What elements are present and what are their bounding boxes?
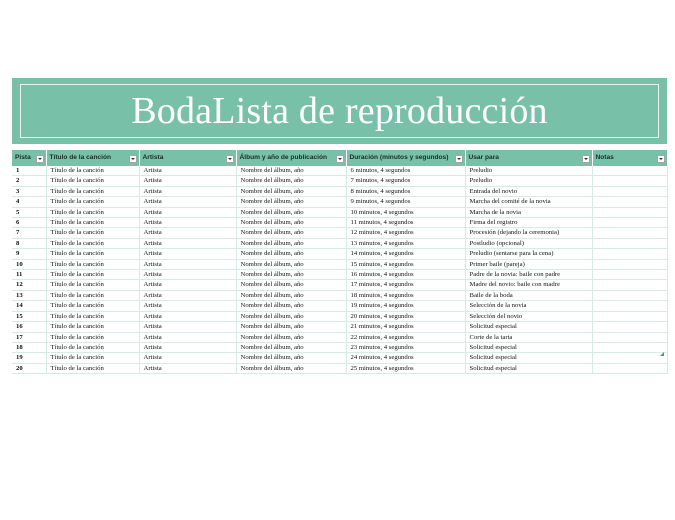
duration-cell[interactable]: 23 minutos, 4 segundos xyxy=(346,342,465,352)
table-row xyxy=(12,249,667,259)
duration-cell[interactable]: 21 minutos, 4 segundos xyxy=(346,322,465,332)
artist-cell[interactable]: Artista xyxy=(139,228,236,238)
track-cell[interactable]: 11 xyxy=(12,270,46,280)
duration-cell[interactable]: 22 minutos, 4 segundos xyxy=(346,332,465,342)
use-for-cell[interactable]: Corte de la tarta xyxy=(465,332,592,342)
artist-cell[interactable]: Artista xyxy=(139,290,236,300)
use-for-cell[interactable]: Solicitud especial xyxy=(465,363,592,373)
duration-cell[interactable]: 12 minutos, 4 segundos xyxy=(346,228,465,238)
notes-cell[interactable] xyxy=(592,259,667,269)
header-row xyxy=(12,150,667,166)
duration-cell[interactable]: 8 minutos, 4 segundos xyxy=(346,186,465,196)
table-row xyxy=(12,322,667,332)
song-title-cell[interactable]: Título de la canción xyxy=(46,238,139,248)
notes-cell[interactable] xyxy=(592,249,667,259)
song-title-cell[interactable]: Título de la canción xyxy=(46,249,139,259)
album-cell[interactable]: Nombre del álbum, año xyxy=(236,311,346,321)
song-title-cell[interactable]: Título de la canción xyxy=(46,270,139,280)
album-cell[interactable]: Nombre del álbum, año xyxy=(236,176,346,186)
duration-cell[interactable]: 24 minutos, 4 segundos xyxy=(346,353,465,363)
song-title-cell[interactable]: Título de la canción xyxy=(46,322,139,332)
album-cell[interactable]: Nombre del álbum, año xyxy=(236,166,346,176)
notes-cell[interactable] xyxy=(592,228,667,238)
notes-cell[interactable] xyxy=(592,363,667,373)
title-banner xyxy=(12,78,667,144)
track-cell[interactable]: 7 xyxy=(12,228,46,238)
duration-cell[interactable]: 17 minutos, 4 segundos xyxy=(346,280,465,290)
track-cell[interactable]: 4 xyxy=(12,197,46,207)
song-title-cell[interactable]: Título de la canción xyxy=(46,218,139,228)
album-cell[interactable]: Nombre del álbum, año xyxy=(236,342,346,352)
table-row xyxy=(12,186,667,196)
album-cell[interactable]: Nombre del álbum, año xyxy=(236,249,346,259)
title-frame xyxy=(20,84,659,138)
album-cell[interactable]: Nombre del álbum, año xyxy=(236,280,346,290)
page-title: BodaLista de reproducción xyxy=(131,90,548,132)
notes-cell[interactable] xyxy=(592,186,667,196)
use-for-cell[interactable]: Preludio xyxy=(465,166,592,176)
table-row xyxy=(12,290,667,300)
album-cell[interactable]: Nombre del álbum, año xyxy=(236,238,346,248)
filter-dropdown-icon[interactable] xyxy=(129,155,137,163)
artist-cell[interactable]: Artista xyxy=(139,259,236,269)
artist-cell[interactable]: Artista xyxy=(139,186,236,196)
song-title-cell[interactable]: Título de la canción xyxy=(46,363,139,373)
use-for-cell[interactable]: Padre de la novia: baile con padre xyxy=(465,270,592,280)
table-resize-handle[interactable] xyxy=(660,352,664,356)
use-for-cell[interactable]: Marcha del comité de la novia xyxy=(465,197,592,207)
artist-cell[interactable]: Artista xyxy=(139,342,236,352)
column-header-label: Usar para xyxy=(468,154,499,161)
notes-cell[interactable] xyxy=(592,311,667,321)
column-header-notes xyxy=(592,150,667,166)
artist-cell[interactable]: Artista xyxy=(139,311,236,321)
column-header-duration xyxy=(346,150,465,166)
album-cell[interactable]: Nombre del álbum, año xyxy=(236,207,346,217)
artist-cell[interactable]: Artista xyxy=(139,270,236,280)
album-cell[interactable]: Nombre del álbum, año xyxy=(236,290,346,300)
column-header-label: Artista xyxy=(142,154,164,161)
song-title-cell[interactable]: Título de la canción xyxy=(46,166,139,176)
table-row xyxy=(12,166,667,176)
column-header-artist xyxy=(139,150,236,166)
column-header-label: Duración (minutos y segundos) xyxy=(349,154,449,161)
use-for-cell[interactable]: Marcha de la novia xyxy=(465,207,592,217)
duration-cell[interactable]: 18 minutos, 4 segundos xyxy=(346,290,465,300)
artist-cell[interactable]: Artista xyxy=(139,249,236,259)
notes-cell[interactable] xyxy=(592,270,667,280)
filter-dropdown-icon[interactable] xyxy=(226,155,234,163)
table-row xyxy=(12,197,667,207)
filter-dropdown-icon[interactable] xyxy=(336,155,344,163)
column-header-song xyxy=(46,150,139,166)
filter-dropdown-icon[interactable] xyxy=(657,155,665,163)
song-title-cell[interactable]: Título de la canción xyxy=(46,259,139,269)
table-row xyxy=(12,259,667,269)
notes-cell[interactable] xyxy=(592,166,667,176)
notes-cell[interactable] xyxy=(592,207,667,217)
notes-cell[interactable] xyxy=(592,218,667,228)
song-title-cell[interactable]: Título de la canción xyxy=(46,342,139,352)
notes-cell[interactable] xyxy=(592,238,667,248)
album-cell[interactable]: Nombre del álbum, año xyxy=(236,301,346,311)
artist-cell[interactable]: Artista xyxy=(139,322,236,332)
track-cell[interactable]: 18 xyxy=(12,342,46,352)
table-row xyxy=(12,270,667,280)
table-row xyxy=(12,311,667,321)
table-row xyxy=(12,353,667,363)
duration-cell[interactable]: 7 minutos, 4 segundos xyxy=(346,176,465,186)
use-for-cell[interactable]: Selección de la novia xyxy=(465,301,592,311)
duration-cell[interactable]: 15 minutos, 4 segundos xyxy=(346,259,465,269)
album-cell[interactable]: Nombre del álbum, año xyxy=(236,186,346,196)
song-title-cell[interactable]: Título de la canción xyxy=(46,353,139,363)
use-for-cell[interactable]: Primer baile (pareja) xyxy=(465,259,592,269)
track-cell[interactable]: 17 xyxy=(12,332,46,342)
track-cell[interactable]: 19 xyxy=(12,353,46,363)
track-cell[interactable]: 16 xyxy=(12,322,46,332)
album-cell[interactable]: Nombre del álbum, año xyxy=(236,332,346,342)
track-cell[interactable]: 2 xyxy=(12,176,46,186)
table-row xyxy=(12,207,667,217)
artist-cell[interactable]: Artista xyxy=(139,353,236,363)
track-cell[interactable]: 5 xyxy=(12,207,46,217)
notes-cell[interactable] xyxy=(592,332,667,342)
album-cell[interactable]: Nombre del álbum, año xyxy=(236,270,346,280)
artist-cell[interactable]: Artista xyxy=(139,238,236,248)
artist-cell[interactable]: Artista xyxy=(139,176,236,186)
table-row xyxy=(12,301,667,311)
song-title-cell[interactable]: Título de la canción xyxy=(46,207,139,217)
song-title-cell[interactable]: Título de la canción xyxy=(46,176,139,186)
duration-cell[interactable]: 25 minutos, 4 segundos xyxy=(346,363,465,373)
duration-cell[interactable]: 13 minutos, 4 segundos xyxy=(346,238,465,248)
notes-cell[interactable] xyxy=(592,290,667,300)
track-cell[interactable]: 8 xyxy=(12,238,46,248)
playlist-table xyxy=(12,150,668,374)
use-for-cell[interactable]: Postludio (opcional) xyxy=(465,238,592,248)
artist-cell[interactable]: Artista xyxy=(139,166,236,176)
duration-cell[interactable]: 16 minutos, 4 segundos xyxy=(346,270,465,280)
artist-cell[interactable]: Artista xyxy=(139,207,236,217)
notes-cell[interactable] xyxy=(592,176,667,186)
use-for-cell[interactable]: Procesión (dejando la ceremonia) xyxy=(465,228,592,238)
table-row xyxy=(12,228,667,238)
album-cell[interactable]: Nombre del álbum, año xyxy=(236,228,346,238)
table-row xyxy=(12,332,667,342)
track-cell[interactable]: 1 xyxy=(12,166,46,176)
use-for-cell[interactable]: Baile de la boda xyxy=(465,290,592,300)
artist-cell[interactable]: Artista xyxy=(139,301,236,311)
album-cell[interactable]: Nombre del álbum, año xyxy=(236,353,346,363)
song-title-cell[interactable]: Título de la canción xyxy=(46,186,139,196)
duration-cell[interactable]: 20 minutos, 4 segundos xyxy=(346,311,465,321)
duration-cell[interactable]: 14 minutos, 4 segundos xyxy=(346,249,465,259)
notes-cell[interactable] xyxy=(592,197,667,207)
column-header-track xyxy=(12,150,46,166)
artist-cell[interactable]: Artista xyxy=(139,218,236,228)
duration-cell[interactable]: 10 minutos, 4 segundos xyxy=(346,207,465,217)
song-title-cell[interactable]: Título de la canción xyxy=(46,197,139,207)
track-cell[interactable]: 14 xyxy=(12,301,46,311)
artist-cell[interactable]: Artista xyxy=(139,363,236,373)
album-cell[interactable]: Nombre del álbum, año xyxy=(236,218,346,228)
column-header-use xyxy=(465,150,592,166)
column-header-label: Notas xyxy=(595,154,614,161)
song-title-cell[interactable]: Título de la canción xyxy=(46,280,139,290)
use-for-cell[interactable]: Entrada del novio xyxy=(465,186,592,196)
column-header-label: Pista xyxy=(15,154,31,161)
use-for-cell[interactable]: Preludio (sentarse para la cena) xyxy=(465,249,592,259)
artist-cell[interactable]: Artista xyxy=(139,332,236,342)
artist-cell[interactable]: Artista xyxy=(139,197,236,207)
song-title-cell[interactable]: Título de la canción xyxy=(46,228,139,238)
song-title-cell[interactable]: Título de la canción xyxy=(46,290,139,300)
table-row xyxy=(12,176,667,186)
column-header-label: Título de la canción xyxy=(49,154,112,161)
track-cell[interactable]: 20 xyxy=(12,363,46,373)
song-title-cell[interactable]: Título de la canción xyxy=(46,301,139,311)
duration-cell[interactable]: 9 minutos, 4 segundos xyxy=(346,197,465,207)
duration-cell[interactable]: 11 minutos, 4 segundos xyxy=(346,218,465,228)
column-header-album xyxy=(236,150,346,166)
use-for-cell[interactable]: Solicitud especial xyxy=(465,342,592,352)
track-cell[interactable]: 15 xyxy=(12,311,46,321)
table-row xyxy=(12,342,667,352)
use-for-cell[interactable]: Selección del novio xyxy=(465,311,592,321)
album-cell[interactable]: Nombre del álbum, año xyxy=(236,363,346,373)
track-cell[interactable]: 12 xyxy=(12,280,46,290)
track-cell[interactable]: 9 xyxy=(12,249,46,259)
notes-cell[interactable] xyxy=(592,342,667,352)
album-cell[interactable]: Nombre del álbum, año xyxy=(236,259,346,269)
notes-cell[interactable] xyxy=(592,322,667,332)
track-cell[interactable]: 3 xyxy=(12,186,46,196)
filter-dropdown-icon[interactable] xyxy=(36,155,44,163)
filter-dropdown-icon[interactable] xyxy=(455,155,463,163)
use-for-cell[interactable]: Madre del novio: baile con madre xyxy=(465,280,592,290)
duration-cell[interactable]: 19 minutos, 4 segundos xyxy=(346,301,465,311)
table-row xyxy=(12,218,667,228)
use-for-cell[interactable]: Firma del registro xyxy=(465,218,592,228)
track-cell[interactable]: 10 xyxy=(12,259,46,269)
column-header-label: Álbum y año de publicación xyxy=(239,154,328,161)
album-cell[interactable]: Nombre del álbum, año xyxy=(236,197,346,207)
track-cell[interactable]: 6 xyxy=(12,218,46,228)
album-cell[interactable]: Nombre del álbum, año xyxy=(236,322,346,332)
filter-dropdown-icon[interactable] xyxy=(582,155,590,163)
song-title-cell[interactable]: Título de la canción xyxy=(46,332,139,342)
duration-cell[interactable]: 6 minutos, 4 segundos xyxy=(346,166,465,176)
notes-cell[interactable] xyxy=(592,353,667,363)
song-title-cell[interactable]: Título de la canción xyxy=(46,311,139,321)
table-row xyxy=(12,280,667,290)
notes-cell[interactable] xyxy=(592,301,667,311)
use-for-cell[interactable]: Preludio xyxy=(465,176,592,186)
use-for-cell[interactable]: Solicitud especial xyxy=(465,353,592,363)
table-row xyxy=(12,363,667,373)
use-for-cell[interactable]: Solicitud especial xyxy=(465,322,592,332)
table-row xyxy=(12,238,667,248)
notes-cell[interactable] xyxy=(592,280,667,290)
artist-cell[interactable]: Artista xyxy=(139,280,236,290)
track-cell[interactable]: 13 xyxy=(12,290,46,300)
